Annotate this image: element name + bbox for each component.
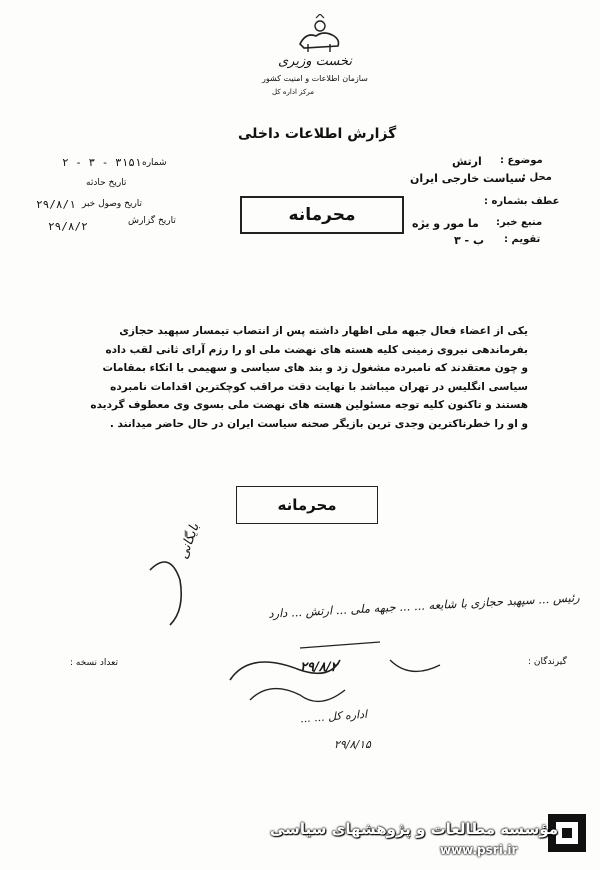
event-date-label: تاریخ حادثه: [86, 178, 127, 188]
handwritten-date: ۲۹/۸/۲: [300, 660, 338, 675]
subject-value: ارتش: [452, 155, 482, 168]
place-label: محل :: [522, 172, 552, 183]
rating-label: تقویم :: [504, 234, 541, 245]
classification-stamp: محرمانه: [240, 196, 404, 234]
handwritten-signature: [0, 530, 600, 740]
reference-label: عطف بشماره :: [484, 196, 560, 207]
body-line: سیاسی انگلیس در تهران میباشد با نهایت دقت مراقب کوچکترین اقدامات نامبرده: [110, 380, 528, 393]
report-date-value: ۲۹/۸/۲: [48, 220, 88, 233]
institute-url: www.psri.ir: [440, 843, 518, 857]
body-line: بفرماندهی نیروی زمینی کلیه هسته های نهضت ملی او را رزم آرای ثانی لقب داده: [105, 343, 528, 356]
copies-label: تعداد نسخه :: [70, 658, 119, 668]
organization-subtitle: مرکز اداره کل: [272, 88, 314, 96]
received-date-label: تاریخ وصول خبر: [82, 199, 143, 209]
body-line: و چون معتقدند که نامبرده مشغول زد و بند های سیاسی و سهیمی با اتکاء بمقامات: [102, 362, 528, 374]
lion-and-sun-emblem-icon: [286, 14, 350, 54]
classification-stamp-secondary: محرمانه: [236, 486, 378, 524]
report-body: [70, 322, 528, 433]
source-label: منبع خبر:: [496, 217, 543, 228]
body-line: هستند و تاکنون کلیه توجه مسئولین هسته های نهضت ملی بسوی وی معطوف گردیده: [90, 399, 528, 411]
ministry-name: نخست وزیری: [278, 54, 353, 69]
handwritten-bottom-date: ۲۹/۸/۱۵: [334, 738, 371, 751]
received-date-value: ۲۹/۸/۱: [36, 198, 76, 211]
source-value: ما مور و یژه: [412, 217, 479, 230]
body-line: یکی از اعضاء فعال جبهه ملی اظهار داشته پس از انتصاب تیمسار سپهبد حجازی: [119, 325, 528, 337]
handwritten-bottom-note: اداره کل ... ...: [299, 707, 368, 726]
report-date-label: تاریخ گزارش: [128, 216, 176, 226]
body-line: و او را خطرناکترین وجدی ترین بازیگر صحنه سیاست ایران در حال حاضر میدانند .: [109, 417, 528, 430]
handwritten-archive-note: بایگانی: [176, 521, 203, 562]
number-value: ۳۱۵۱ - ۳ - ۲: [62, 156, 142, 169]
handwritten-main-note: رئیس ... سپهبد حجازی با شایعه ... ... جبهه ملی ... ارتش ... دارد: [268, 590, 581, 621]
place-value: سیاست خارجی ایران: [410, 172, 525, 185]
rating-value: ب - ۳: [454, 234, 484, 247]
number-label: شماره: [142, 158, 167, 168]
organization-name: سازمان اطلاعات و امنیت کشور: [262, 74, 368, 83]
institute-name: مؤسسه مطالعات و پژوهشهای سیاسی: [270, 820, 559, 838]
recipients-label: گیرندگان :: [528, 657, 567, 667]
subject-label: موضوع :: [500, 155, 543, 166]
report-title: گزارش اطلاعات داخلی: [238, 126, 397, 142]
